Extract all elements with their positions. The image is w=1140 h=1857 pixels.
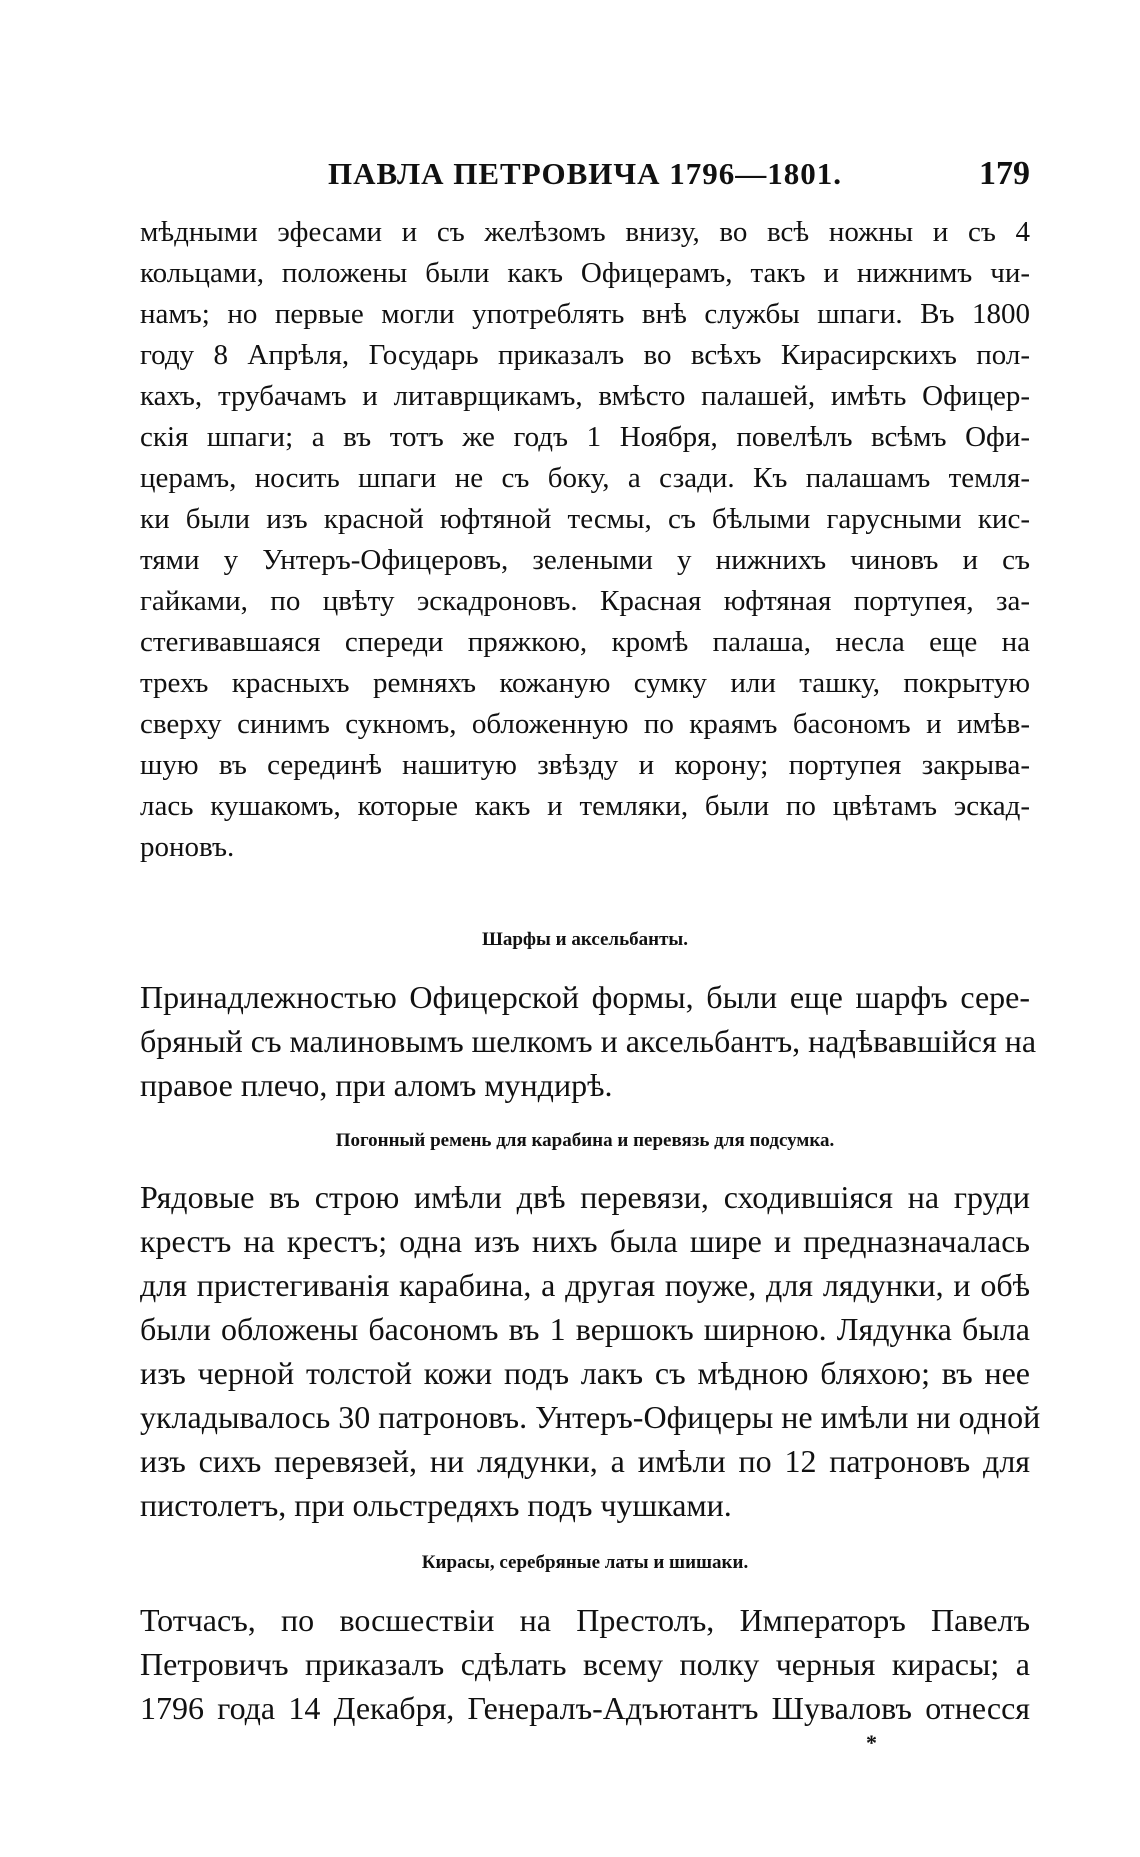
text-line: Принадлежностью Офицерской формы, были еще шарфъ сере-: [140, 979, 1030, 1015]
text-line: для пристегиванія карабина, а другая поуже, для лядунки, и обѣ: [140, 1267, 1030, 1303]
text-line: бряный съ малиновымъ шелкомъ и аксельбантъ, надѣвавшійся на: [140, 1023, 1037, 1059]
text-line: кахъ, трубачамъ и литаврщикамъ, вмѣсто палашей, имѣть Офицер-: [140, 380, 1030, 412]
text-line: лась кушакомъ, которые какъ и темляки, были по цвѣтамъ эскад-: [140, 790, 1030, 822]
text-line: сверху синимъ сукномъ, обложенную по краямъ басономъ и имѣв-: [140, 708, 1030, 740]
text-line: мѣдными эфесами и съ желѣзомъ внизу, во всѣ ножны и съ 4: [140, 216, 1030, 248]
section-heading-cuirasses: Кирасы, серебряные латы и шишаки.: [421, 1552, 749, 1573]
text-line: правое плечо, при аломъ мундирѣ.: [140, 1067, 613, 1103]
text-line: изъ сихъ перевязей, ни лядунки, а имѣли по 12 патроновъ для: [140, 1443, 1030, 1479]
text-line: гайками, по цвѣту эскадроновъ. Красная юфтяная портупея, за-: [140, 585, 1030, 617]
paragraph-cuirasses: [140, 1598, 1030, 1730]
paragraph-sashes: [140, 975, 1037, 1107]
text-line: Рядовые въ строю имѣли двѣ перевязи, сходившіяся на груди: [140, 1179, 1030, 1215]
text-line: 1796 года 14 Декабря, Генералъ-Адъютантъ Шуваловъ отнесся: [140, 1690, 1030, 1726]
text-line: намъ; но первые могли употреблять внѣ службы шпаги. Въ 1800: [140, 298, 1030, 330]
section-heading-belts: Погонный ремень для карабина и перевязь для подсумка.: [335, 1130, 835, 1151]
text-line: роновъ.: [140, 831, 235, 863]
text-line: Петровичъ приказалъ сдѣлать всему полку черныя кирасы; а: [140, 1646, 1030, 1682]
text-line: Тотчасъ, по восшествіи на Престолъ, Императоръ Павелъ: [140, 1602, 1030, 1638]
text-line: пистолетъ, при ольстредяхъ подъ чушками.: [140, 1487, 732, 1523]
text-line: ки были изъ красной юфтяной тесмы, съ бѣлыми гарусными кис-: [140, 503, 1030, 535]
running-head: [140, 150, 1030, 198]
running-title: ПАВЛА ПЕТРОВИЧА 1796—1801.: [328, 156, 842, 191]
text-line: шую въ серединѣ нашитую звѣзду и корону; портупея закрыва-: [140, 749, 1030, 781]
text-line: изъ черной толстой кожи подъ лакъ съ мѣдною бляхою; въ нее: [140, 1355, 1030, 1391]
text-line: кольцами, положены были какъ Офицерамъ, такъ и нижнимъ чи-: [140, 257, 1030, 289]
page-number: 179: [979, 155, 1030, 192]
text-line: церамъ, носить шпаги не съ боку, а сзади. Къ палашамъ темля-: [140, 462, 1030, 494]
text-line: стегивавшаяся спереди пряжкою, кромѣ палаша, несла еще на: [140, 626, 1030, 658]
text-line: году 8 Апрѣля, Государь приказалъ во всѣхъ Кирасирскихъ пол-: [140, 339, 1030, 371]
text-line: тями у Унтеръ-Офицеровъ, зелеными у нижнихъ чиновъ и съ: [140, 544, 1030, 576]
text-line: скія шпаги; а въ тотъ же годъ 1 Ноября, повелѣлъ всѣмъ Офи-: [140, 421, 1030, 453]
text-line: крестъ на крестъ; одна изъ нихъ была шире и предназначалась: [140, 1223, 1030, 1259]
text-line: трехъ красныхъ ремняхъ кожаную сумку или ташку, покрытую: [140, 667, 1030, 699]
text-line: были обложены басономъ въ 1 вершокъ ширною. Лядунка была: [140, 1311, 1030, 1347]
signature-mark: *: [866, 1730, 877, 1755]
text-line: укладывалось 30 патроновъ. Унтеръ-Офицеры не имѣли ни одной: [140, 1399, 1041, 1435]
paragraph-continued: [140, 212, 1030, 868]
paragraph-belts: [140, 1175, 1041, 1527]
section-heading-sashes: Шарфы и аксельбанты.: [481, 929, 688, 950]
